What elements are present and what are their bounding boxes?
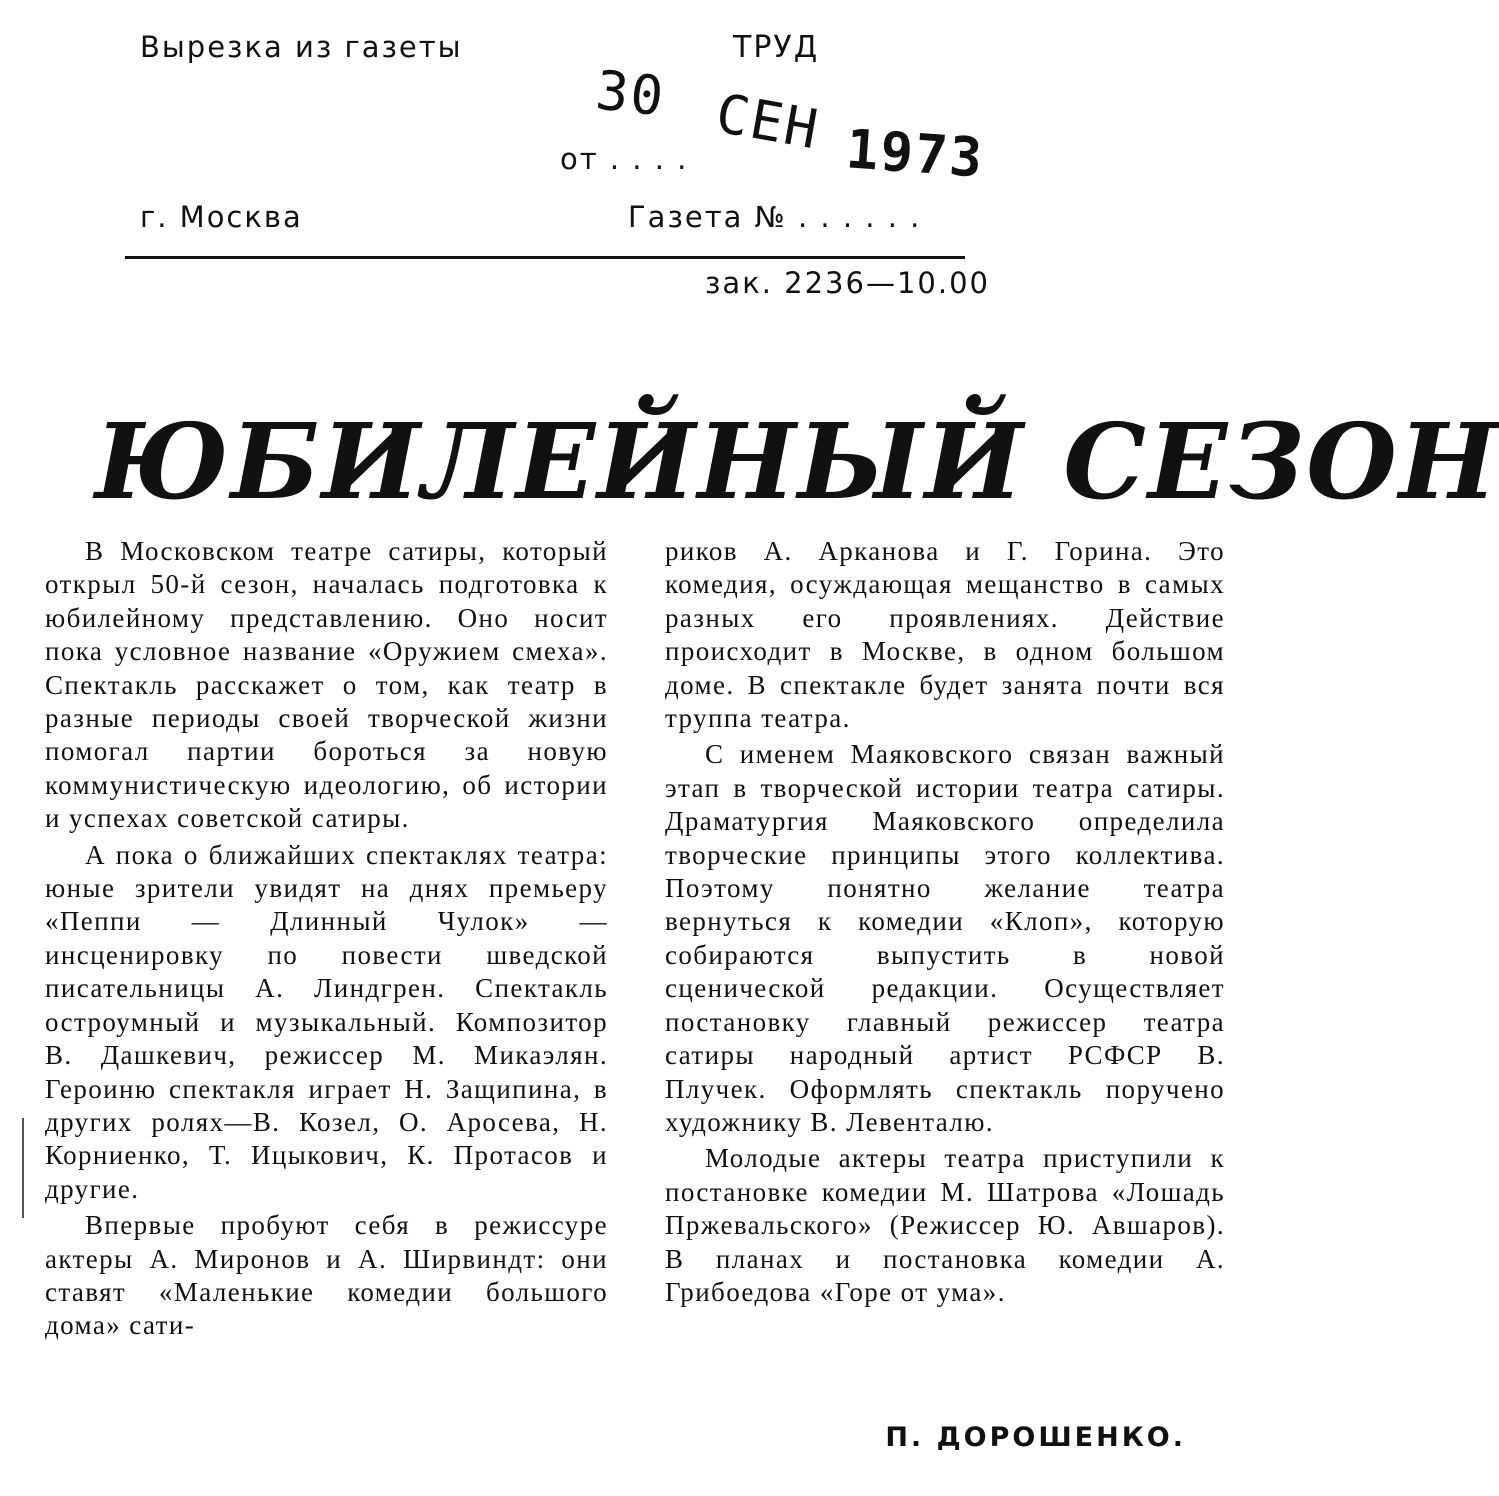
date-stamp-year: 1973: [843, 117, 987, 190]
date-stamp-day: 30: [592, 58, 669, 129]
header-divider: [125, 256, 965, 259]
article-paragraph-continuation: риков А. Арканова и Г. Горина. Это комедия, осуждающая мещанство в самых разных его проявлениях. Действие происходит в Москве, в одном большом доме. В спектакле будет занята почти вся труппа театра.: [665, 536, 1225, 734]
article-paragraph: Молодые актеры театра приступили к постановке комедии М. Шатрова «Лошадь Пржевальского» (Режиссер Ю. Авшаров). В планах и постановка комедии А. Грибоедова «Горе от ума».: [665, 1143, 1225, 1307]
date-prefix: от . . . .: [560, 142, 689, 176]
article-paragraph: Впервые пробуют себя в режиссуре актеры А. Миронов и А. Ширвиндт: они ставят «Маленькие комедии большого дома» сати-: [45, 1210, 608, 1341]
clipping-label: Вырезка из газеты: [140, 30, 463, 64]
newspaper-name: ТРУД: [733, 30, 820, 65]
article-column-right: [665, 535, 1225, 1312]
article-paragraph: С именем Маяковского связан важный этап в творческой истории театра сатиры. Драматургия Маяковского определила творческие принципы этого коллектива. Поэтому понятно желание театра вернуться к комедии «Клоп», которую собираются выпустить в новой сценической редакции. Осуществляет постановку главный режиссер театра сатиры народный артист РСФСР В. Плучек. Оформлять спектакль поручено художнику В. Левенталю.: [665, 739, 1225, 1137]
article-column-left: [45, 535, 608, 1346]
margin-mark: [22, 1118, 24, 1218]
issue-label: Газета № . . . . . .: [628, 200, 922, 234]
article-headline: ЮБИЛЕЙНЫЙ СЕЗОН: [95, 400, 1499, 523]
date-stamp-month: СЕН: [711, 81, 825, 162]
article-paragraph: А пока о ближайших спектаклях театра: юные зрители увидят на днях премьеру «Пеппи — Длинный Чулок» — инсценировку по повести шведской писательницы А. Линдгрен. Спектакль остроумный и музыкальный. Композитор В. Дашкевич, режиссер М. Микаэлян. Героиню спектакля играет Н. Защипина, в других ролях—В. Козел, О. Аросева, Н. Корниенко, Т. Ицыкович, К. Протасов и другие.: [45, 839, 608, 1204]
city: г. Москва: [140, 200, 303, 234]
order-number: зак. 2236—10.00: [705, 266, 990, 300]
article-paragraph: В Московском театре сатиры, который открыл 50-й сезон, началась подготовка к юбилейному представлению. Оно носит пока условное название «Оружием смеха». Спектакль расскажет о том, как театр в разные периоды своей творческой жизни помогал партии бороться за новую коммунистическую идеологию, об истории и успехах советской сатиры.: [45, 536, 608, 834]
author-signature: П. ДОРОШЕНКО.: [885, 1422, 1186, 1453]
